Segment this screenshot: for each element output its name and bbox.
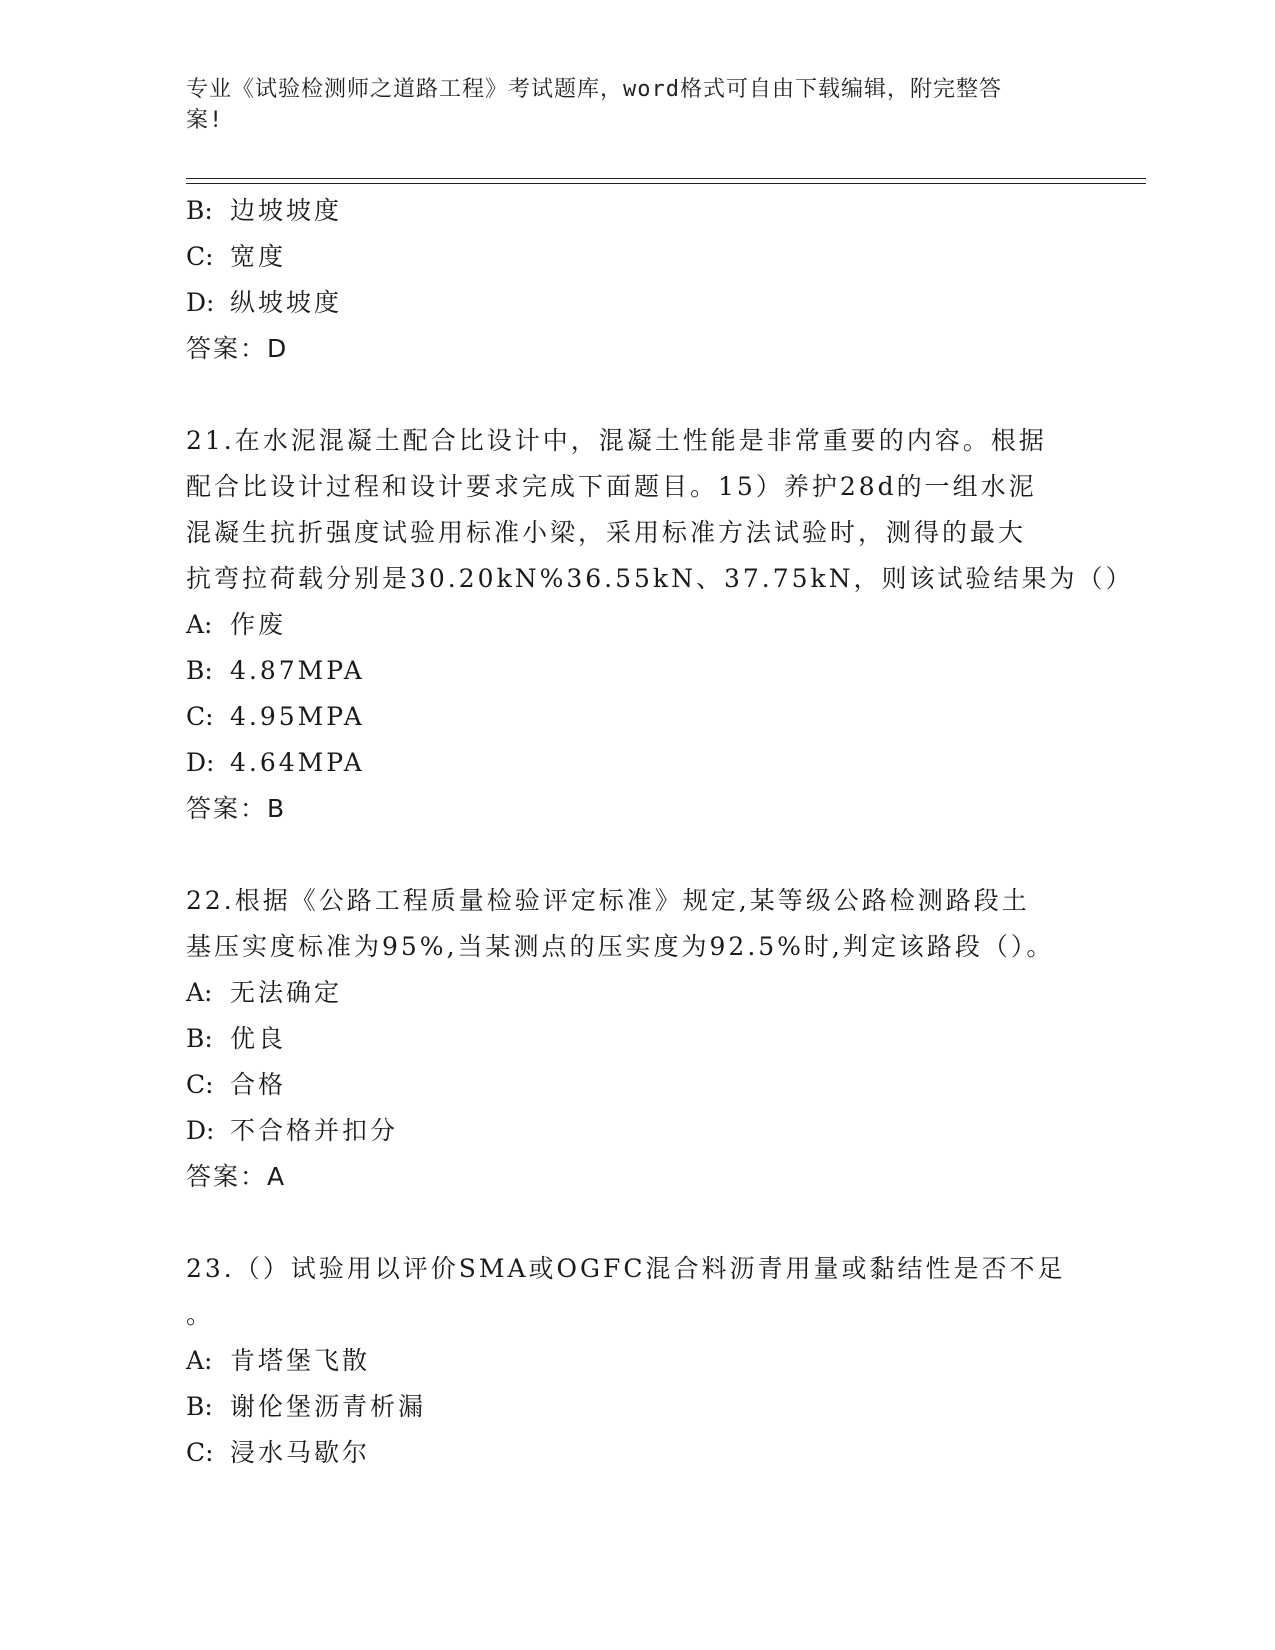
prev-question — [186, 188, 1086, 372]
option-letter: A: — [186, 610, 213, 639]
option-b — [186, 1016, 1086, 1062]
option-text: 肯塔堡飞散 — [230, 1346, 371, 1375]
answer-line: 答案：B — [186, 794, 287, 823]
option-letter: D: — [186, 748, 215, 777]
question-stem-line: 。 — [186, 1300, 215, 1329]
option-c — [186, 234, 1086, 280]
option-text: 边坡坡度 — [230, 196, 343, 225]
option-letter: C: — [186, 1438, 214, 1467]
option-d — [186, 740, 1086, 786]
option-text: 优良 — [230, 1024, 287, 1053]
header-line-2: 案! — [186, 108, 224, 133]
option-text: 宽度 — [230, 242, 287, 271]
option-c — [186, 1062, 1086, 1108]
question-stem-line: 22.根据《公路工程质量检验评定标准》规定,某等级公路检测路段土 — [186, 886, 1030, 915]
option-letter: A: — [186, 978, 213, 1007]
option-letter: B: — [186, 196, 213, 225]
option-letter: B: — [186, 1024, 213, 1053]
spacer — [186, 1200, 1086, 1246]
option-c — [186, 694, 1086, 740]
header-divider-bottom — [186, 183, 1146, 184]
option-text: 纵坡坡度 — [230, 288, 343, 317]
option-a — [186, 970, 1086, 1016]
question-22 — [186, 878, 1086, 1200]
option-text: 浸水马歇尔 — [230, 1438, 371, 1467]
spacer — [186, 372, 1086, 418]
option-letter: D: — [186, 288, 215, 317]
option-text: 谢伦堡沥青析漏 — [230, 1392, 427, 1421]
option-b — [186, 1384, 1086, 1430]
question-21 — [186, 418, 1134, 832]
option-c — [186, 1430, 1086, 1476]
header-divider-top — [186, 178, 1146, 179]
option-a — [186, 1338, 1086, 1384]
option-letter: B: — [186, 1392, 213, 1421]
question-stem-line: 21.在水泥混凝土配合比设计中，混凝土性能是非常重要的内容。根据 — [186, 426, 1047, 455]
option-text: 4.95MPA — [230, 702, 365, 731]
question-stem-line: 基压实度标准为95%,当某测点的压实度为92.5%时,判定该路段（）。 — [186, 932, 1055, 961]
option-d — [186, 1108, 1086, 1154]
header-line-1: 专业《试验检测师之道路工程》考试题库，word格式可自由下载编辑，附完整答 — [186, 77, 1002, 102]
answer-line: 答案：D — [186, 334, 289, 363]
option-text: 作废 — [230, 610, 287, 639]
option-text: 4.87MPA — [230, 656, 365, 685]
option-b — [186, 188, 1086, 234]
option-letter: C: — [186, 242, 214, 271]
option-letter: A: — [186, 1346, 213, 1375]
question-stem-line: 抗弯拉荷载分别是30.20kN%36.55kN、37.75kN，则该试验结果为（） — [186, 564, 1134, 593]
page-header — [186, 74, 1066, 136]
option-letter: C: — [186, 702, 214, 731]
option-d — [186, 280, 1086, 326]
option-letter: D: — [186, 1116, 215, 1145]
option-letter: C: — [186, 1070, 214, 1099]
question-23 — [186, 1246, 1086, 1476]
question-stem-line: 23.（）试验用以评价SMA或OGFC混合料沥青用量或黏结性是否不足 — [186, 1254, 1066, 1283]
answer-line: 答案：A — [186, 1162, 287, 1191]
option-b — [186, 648, 1086, 694]
option-a — [186, 602, 1086, 648]
spacer — [186, 832, 1086, 878]
question-stem-line: 混凝生抗折强度试验用标准小梁，采用标准方法试验时，测得的最大 — [186, 518, 1027, 547]
option-text: 无法确定 — [230, 978, 343, 1007]
option-text: 合格 — [230, 1070, 287, 1099]
question-content — [186, 188, 1134, 1476]
option-text: 4.64MPA — [230, 748, 365, 777]
option-text: 不合格并扣分 — [230, 1116, 399, 1145]
option-letter: B: — [186, 656, 213, 685]
question-stem-line: 配合比设计过程和设计要求完成下面题目。15）养护28d的一组水泥 — [186, 472, 1037, 501]
